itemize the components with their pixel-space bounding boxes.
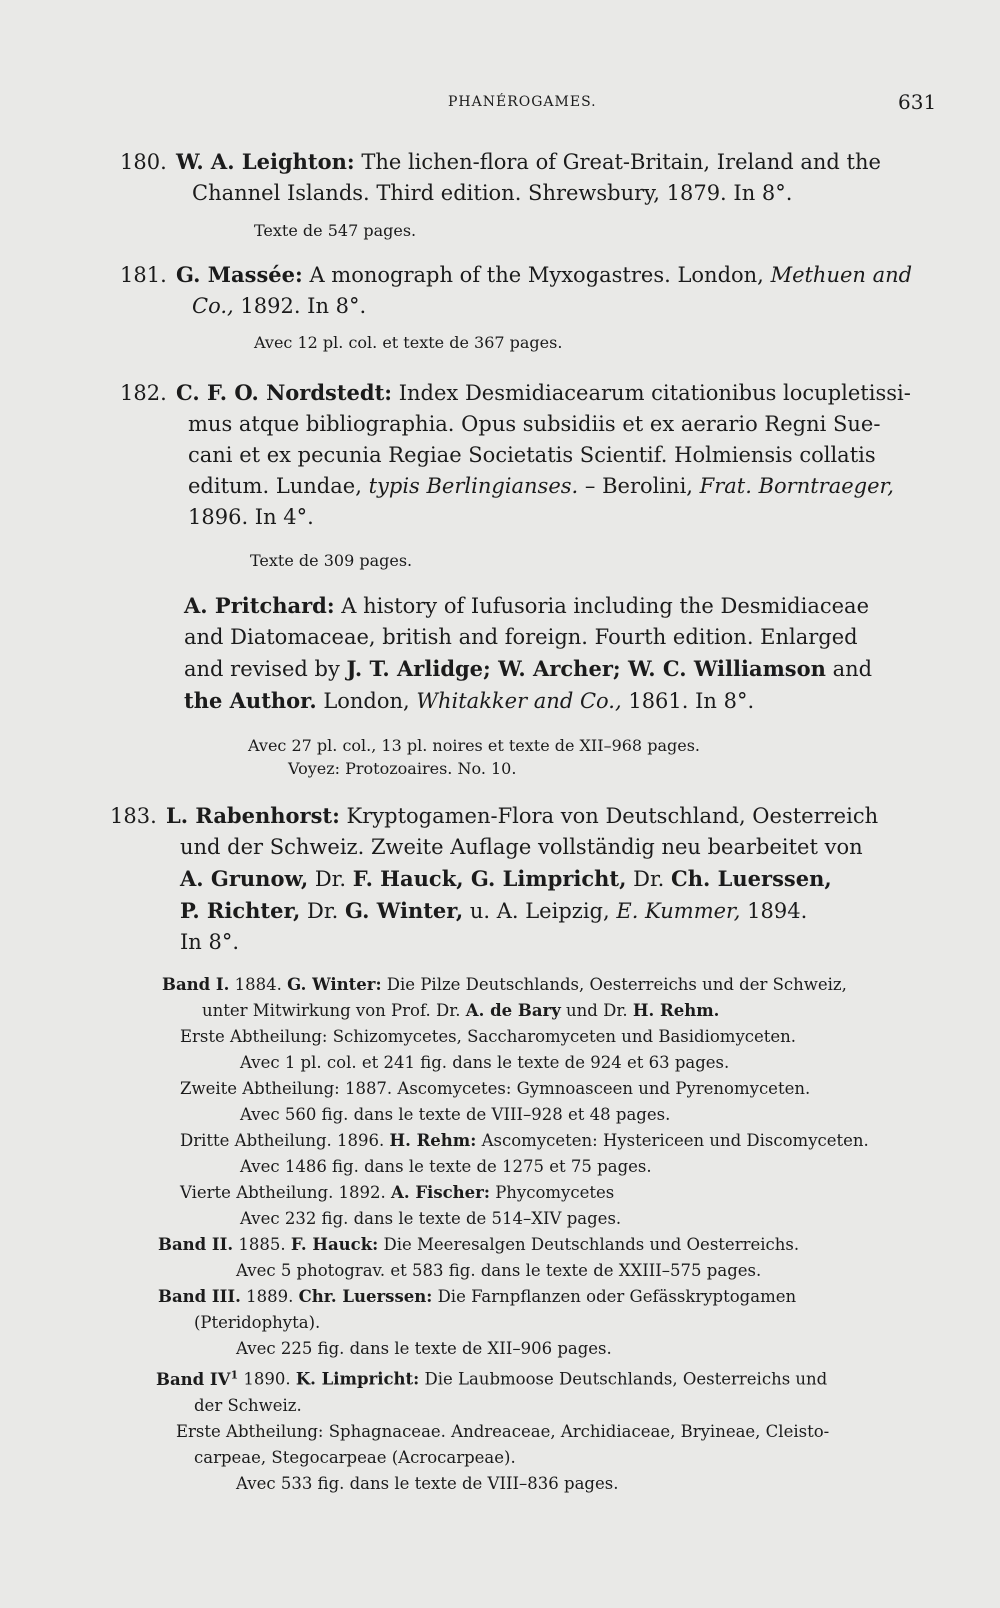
band-coauthor: H. Rehm.	[632, 1001, 720, 1020]
entry-text: and	[832, 657, 873, 681]
entry-note: Avec 12 pl. col. et texte de 367 pages.	[254, 333, 563, 352]
band-label-sup: 1	[230, 1368, 239, 1381]
band-text: (Pteridophyta).	[194, 1313, 321, 1332]
entry-publisher: E. Kummer,	[616, 899, 741, 923]
band-text: 1889.	[246, 1287, 294, 1306]
entry-181	[120, 259, 936, 322]
band-text: 1890.	[243, 1369, 291, 1389]
band-section: Erste Abtheilung: Sphagnaceae. Andreaceae, Archidiaceae, Bryineae, Cleisto-	[176, 1421, 830, 1441]
entry-note: Texte de 309 pages.	[250, 551, 413, 570]
band-text: unter Mitwirkung von Prof. Dr.	[202, 1001, 461, 1020]
band-note: Avec 533 fig. dans le texte de VIII–836 pages.	[236, 1473, 619, 1493]
band-note: Avec 232 fig. dans le texte de 514–XIV pages.	[240, 1209, 622, 1228]
band-list	[156, 972, 962, 1497]
band-coauthor: A. de Bary	[465, 1001, 561, 1020]
band-text: 1885.	[238, 1235, 286, 1254]
band-author: G. Winter:	[287, 975, 382, 994]
entry-number: 180.	[120, 150, 167, 174]
band-label	[156, 1370, 238, 1389]
entry-pritchard	[120, 590, 936, 717]
entry-text: Channel Islands. Third edition. Shrewsbury, 1879. In 8°.	[192, 181, 793, 205]
entry-coauthor: G. Winter,	[344, 898, 464, 923]
entry-text: cani et ex pecunia Regiae Societatis Scientif. Holmiensis collatis	[188, 443, 876, 467]
entry-text: Kryptogamen-Flora von Deutschland, Oesterreich	[346, 804, 879, 828]
entry-text: The lichen-flora of Great-Britain, Ireland and the	[361, 150, 881, 174]
entry-text: – Berolini,	[584, 474, 693, 498]
band-text: 1884.	[234, 975, 282, 994]
entry-coauthor: Ch. Luerssen,	[671, 866, 832, 891]
entry-text: London,	[323, 689, 410, 713]
entry-note: Avec 27 pl. col., 13 pl. noires et texte de XII–968 pages.	[248, 736, 700, 755]
band-text: Die Meeresalgen Deutschlands und Oesterreichs.	[383, 1235, 800, 1254]
entry-text: and revised by	[184, 657, 340, 681]
entry-coauthor: P. Richter,	[180, 898, 301, 923]
band-label: Band II.	[158, 1235, 234, 1254]
page-number: 631	[898, 90, 937, 114]
band-text: Ascomyceten: Hystericeen und Discomyceten.	[481, 1131, 869, 1150]
entry-number: 181.	[120, 263, 167, 287]
entry-text: editum. Lundae,	[188, 474, 362, 498]
running-header: PHANÉROGAMES.	[448, 94, 597, 110]
band-note: Avec 225 fig. dans le texte de XII–906 pages.	[236, 1339, 612, 1358]
entry-182	[120, 377, 936, 533]
band-author: A. Fischer:	[391, 1183, 490, 1202]
entry-text: Dr.	[314, 867, 347, 891]
band-text: Die Pilze Deutschlands, Oesterreichs und der Schweiz,	[386, 975, 847, 994]
band-text: Die Laubmoose Deutschlands, Oesterreichs und	[424, 1369, 828, 1389]
entry-180	[120, 146, 936, 209]
band-label: Band I.	[162, 975, 230, 994]
entry-text: Index Desmidiacearum citationibus locupletissi-	[398, 381, 911, 405]
band-note: Avec 1486 fig. dans le texte de 1275 et 75 pages.	[240, 1157, 652, 1176]
entry-author: C. F. O. Nordstedt:	[176, 380, 393, 405]
entry-text: 1892. In 8°.	[240, 294, 367, 318]
band-section: Zweite Abtheilung: 1887. Ascomycetes: Gymnoasceen und Pyrenomyceten.	[180, 1079, 811, 1098]
entry-publisher: Methuen and	[770, 263, 913, 287]
entry-text: Dr.	[307, 899, 339, 923]
entry-text: A monograph of the Myxogastres. London,	[309, 263, 764, 287]
entry-publisher: typis Berlingianses.	[368, 474, 579, 498]
band-label: Band III.	[158, 1287, 241, 1306]
entry-author: A. Pritchard:	[184, 593, 335, 618]
band-text: Die Farnpflanzen oder Gefässkryptogamen	[437, 1287, 797, 1306]
entry-author: W. A. Leighton:	[176, 149, 355, 174]
entry-number: 182.	[120, 381, 167, 405]
entry-text: und der Schweiz. Zweite Auflage vollständig neu bearbeitet von	[180, 835, 863, 859]
band-author: K. Limpricht:	[295, 1369, 420, 1389]
band-author: Chr. Luerssen:	[298, 1287, 433, 1306]
band-note: Avec 1 pl. col. et 241 fig. dans le texte de 924 et 63 pages.	[240, 1053, 730, 1072]
entry-183	[110, 800, 926, 958]
entry-note: Texte de 547 pages.	[254, 221, 417, 240]
band-text: Dritte Abtheilung. 1896.	[180, 1131, 385, 1150]
entry-publisher: Whitakker and Co.,	[416, 689, 622, 713]
entry-number: 183.	[110, 804, 157, 828]
band-section: carpeae, Stegocarpeae (Acrocarpeae).	[194, 1447, 516, 1467]
entry-author: G. Massée:	[176, 262, 303, 287]
entry-text: A history of Iufusoria including the Desmidiaceae	[341, 594, 869, 618]
band-text: der Schweiz.	[194, 1395, 302, 1415]
entry-publisher: Co.,	[192, 294, 234, 318]
band-note: Avec 5 photograv. et 583 fig. dans le texte de XXIII–575 pages.	[236, 1261, 762, 1280]
band-author: H. Rehm:	[389, 1131, 477, 1150]
entry-coauthor: A. Grunow,	[180, 866, 309, 891]
entry-text: In 8°.	[180, 930, 240, 954]
entry-text: u. A. Leipzig,	[469, 899, 610, 923]
entry-text: 1896. In 4°.	[188, 505, 314, 529]
entry-note: Voyez: Protozoaires. No. 10.	[288, 759, 517, 778]
entry-author: L. Rabenhorst:	[166, 803, 340, 828]
band-text: Phycomycetes	[495, 1183, 615, 1202]
band-text: Vierte Abtheilung. 1892.	[180, 1183, 386, 1202]
band-note: Avec 560 fig. dans le texte de VIII–928 et 48 pages.	[240, 1105, 671, 1124]
entry-text: mus atque bibliographia. Opus subsidiis et ex aerario Regni Sue-	[188, 412, 881, 436]
entry-coauthor: F. Hauck, G. Limpricht,	[352, 866, 627, 891]
band-section: Erste Abtheilung: Schizomycetes, Saccharomyceten und Basidiomyceten.	[180, 1027, 797, 1046]
entry-text: Dr.	[633, 867, 665, 891]
band-author: F. Hauck:	[290, 1235, 379, 1254]
entry-text: 1861. In 8°.	[628, 689, 755, 713]
band-text: und Dr.	[566, 1001, 628, 1020]
entry-text: and Diatomaceae, british and foreign. Fourth edition. Enlarged	[184, 625, 858, 649]
entry-publisher: Frat. Borntraeger,	[699, 474, 894, 498]
entry-text: 1894.	[747, 899, 808, 923]
entry-coauthor: the Author.	[184, 688, 317, 713]
entry-coauthors: J. T. Arlidge; W. Archer; W. C. Williamson	[346, 656, 826, 681]
band-label-text: Band IV	[156, 1369, 231, 1389]
